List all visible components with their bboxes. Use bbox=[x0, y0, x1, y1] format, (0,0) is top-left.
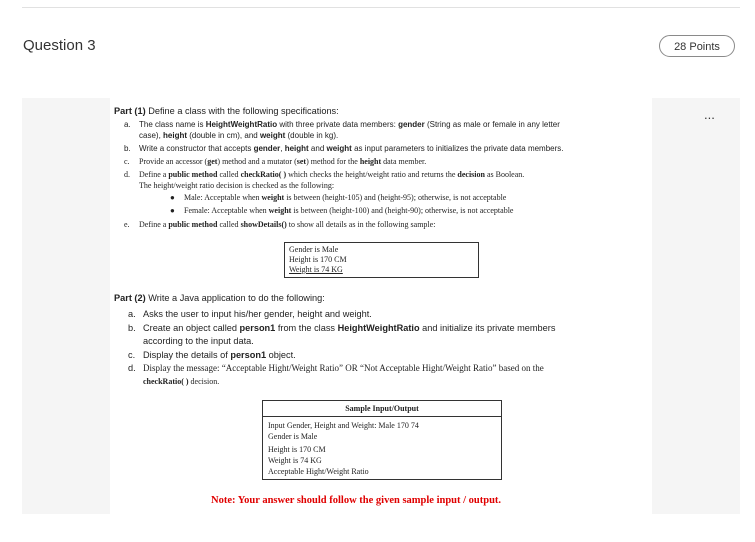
image-frame-right bbox=[652, 98, 740, 514]
part1-item-c bbox=[124, 157, 427, 166]
item-marker: e. bbox=[124, 220, 130, 229]
sample-line: Weight is 74 KG bbox=[289, 265, 343, 274]
part2-item-d-cont: checkRatio( ) decision. bbox=[143, 377, 220, 386]
part1-item-d bbox=[124, 170, 525, 179]
points-badge: 28 Points bbox=[659, 35, 735, 57]
part2-item-b bbox=[128, 323, 556, 333]
part2-intro: Write a Java application to do the following: bbox=[148, 293, 325, 303]
part1-item-a-cont: case), height (double in cm), and weight (double in kg). bbox=[139, 131, 339, 140]
item-marker: d. bbox=[128, 363, 136, 373]
part2-item-c bbox=[128, 350, 296, 360]
part2-item-a bbox=[128, 309, 372, 319]
part1-sample-box bbox=[284, 242, 479, 278]
question-title: Question 3 bbox=[23, 37, 96, 54]
sample-header: Sample Input/Output bbox=[345, 404, 419, 413]
sample-line: Height is 170 CM bbox=[289, 255, 347, 264]
part2-item-d bbox=[128, 363, 544, 373]
question-image bbox=[110, 98, 652, 514]
part1-intro: Define a class with the following specifications: bbox=[148, 106, 339, 116]
part2-item-b-text: Create an object called person1 from the class HeightWeightRatio and initialize its private members bbox=[143, 323, 556, 333]
part1-item-d-cont: The height/weight ratio decision is checked as the following: bbox=[139, 181, 335, 190]
bullet-icon: ● bbox=[170, 206, 175, 215]
note-text: Note: Your answer should follow the given sample input / output. bbox=[211, 495, 502, 506]
sample-line: Height is 170 CM bbox=[268, 445, 326, 454]
part2-item-c-text: Display the details of person1 object. bbox=[143, 350, 296, 360]
bullet-icon: ● bbox=[170, 193, 175, 202]
sample-divider bbox=[263, 416, 501, 417]
sample-line: Weight is 74 KG bbox=[268, 456, 322, 465]
part1-item-c-text: Provide an accessor (get) method and a mutator (set) method for the height data member. bbox=[139, 157, 427, 166]
part1-item-e-text: Define a public method called showDetails() to show all details as in the following sample: bbox=[139, 220, 436, 229]
part1-item-a-text: The class name is HeightWeightRatio with three private data members: gender (String as male or female in any letter bbox=[139, 120, 560, 129]
sample-line: Gender is Male bbox=[268, 432, 318, 441]
part1-item-b-text: Write a constructor that accepts gender, height and weight as input parameters to initializes the private data members. bbox=[139, 144, 564, 153]
part2-sample-box bbox=[262, 400, 502, 480]
item-marker: b. bbox=[124, 144, 131, 153]
item-marker: b. bbox=[128, 323, 136, 333]
sample-line: Input Gender, Height and Weight: Male 170 74 bbox=[268, 421, 419, 430]
part1-heading bbox=[114, 106, 339, 116]
part1-bullet-female: ● Female: Acceptable when weight is between (height-100) and (height-90); otherwise, is not acceptable bbox=[170, 206, 514, 215]
part2-label: Part (2) bbox=[114, 293, 146, 303]
part1-item-d-text: Define a public method called checkRatio( ) which checks the height/weight ratio and returns the decision as Boolean. bbox=[139, 170, 525, 179]
image-frame-left bbox=[22, 98, 110, 514]
item-marker: d. bbox=[124, 170, 130, 179]
more-options-icon[interactable]: ... bbox=[704, 107, 715, 122]
item-marker: c. bbox=[128, 350, 136, 360]
part2-heading bbox=[114, 293, 325, 303]
sample-line: Gender is Male bbox=[289, 245, 339, 254]
item-marker: a. bbox=[128, 309, 136, 319]
part1-item-b bbox=[124, 144, 564, 153]
item-marker: a. bbox=[124, 120, 131, 129]
part1-item-a bbox=[124, 120, 560, 129]
item-marker: c. bbox=[124, 157, 130, 166]
part1-item-e bbox=[124, 220, 436, 229]
part2-item-b-cont: according to the input data. bbox=[143, 336, 254, 346]
top-divider bbox=[22, 7, 740, 8]
part1-label: Part (1) bbox=[114, 106, 146, 116]
part2-item-d-text: Display the message: “Acceptable Hight/Weight Ratio” OR “Not Acceptable Hight/Weight Ratio” based on the bbox=[143, 363, 544, 373]
part2-item-a-text: Asks the user to input his/her gender, height and weight. bbox=[143, 309, 372, 319]
sample-line: Acceptable Hight/Weight Ratio bbox=[268, 467, 369, 476]
part1-bullet-male: ● Male: Acceptable when weight is between (height-105) and (height-95); otherwise, is not acceptable bbox=[170, 193, 507, 202]
